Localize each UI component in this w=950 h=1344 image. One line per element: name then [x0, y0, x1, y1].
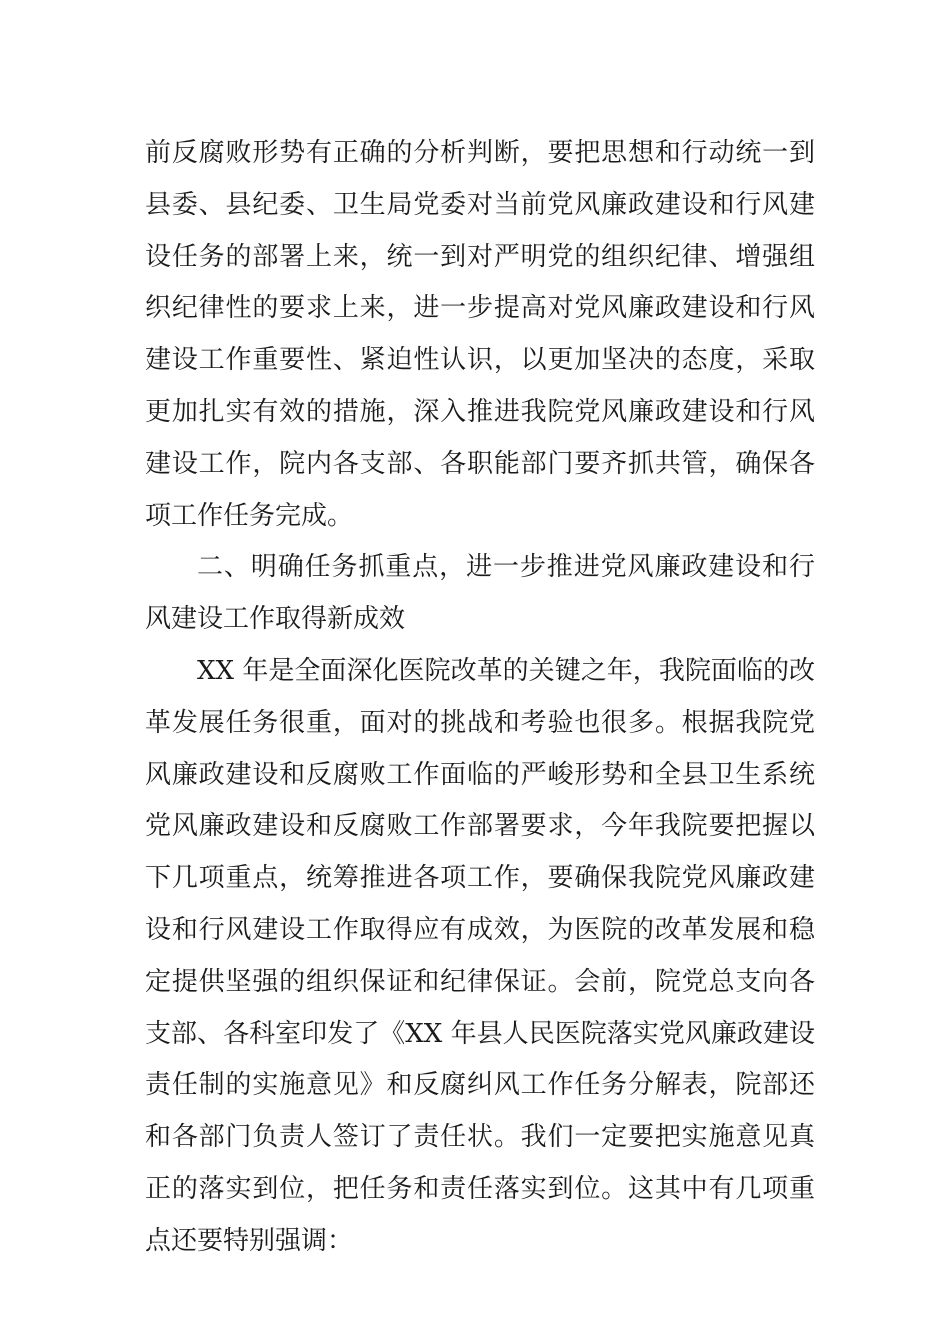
text-line: 项工作任务完成。: [145, 500, 354, 531]
text-line: 建设工作重要性、紧迫性认识，以更加坚决的态度，采取: [145, 345, 815, 376]
text-line: 更加扎实有效的措施，深入推进我院党风廉政建设和行风: [145, 396, 815, 427]
text-line: 定提供坚强的组织保证和纪律保证。会前，院党总支向各: [145, 966, 815, 997]
heading-line: 风建设工作取得新成效: [145, 604, 406, 635]
paragraph-body: [145, 646, 815, 1268]
text-line: 县委、县纪委、卫生局党委对当前党风廉政建设和行风建: [145, 189, 815, 220]
section-heading: [145, 542, 815, 646]
text-line: 正的落实到位，把任务和责任落实到位。这其中有几项重: [145, 1173, 815, 1204]
text-line: 设和行风建设工作取得应有成效，为医院的改革发展和稳: [145, 914, 815, 945]
text-line: 建设工作，院内各支部、各职能部门要齐抓共管，确保各: [145, 448, 815, 479]
text-line: 革发展任务很重，面对的挑战和考验也很多。根据我院党: [145, 707, 815, 738]
text-line: 支部、各科室印发了《XX 年县人民医院落实党风廉政建设: [145, 1018, 815, 1049]
text-line: 织纪律性的要求上来，进一步提高对党风廉政建设和行风: [145, 293, 815, 324]
text-line: 前反腐败形势有正确的分析判断，要把思想和行动统一到: [145, 138, 815, 168]
text-line: 下几项重点，统筹推进各项工作，要确保我院党风廉政建: [145, 863, 815, 894]
text-line: 责任制的实施意见》和反腐纠风工作任务分解表，院部还: [145, 1070, 815, 1101]
heading-line: 二、明确任务抓重点，进一步推进党风廉政建设和行: [197, 552, 815, 583]
text-line: 设任务的部署上来，统一到对严明党的组织纪律、增强组: [145, 241, 815, 272]
document-body: [145, 128, 815, 1268]
text-line: 点还要特别强调：: [145, 1225, 354, 1256]
text-line: 党风廉政建设和反腐败工作部署要求，今年我院要把握以: [145, 811, 815, 842]
paragraph-continuation: [145, 128, 815, 542]
text-line: 风廉政建设和反腐败工作面临的严峻形势和全县卫生系统: [145, 759, 815, 790]
text-line: XX 年是全面深化医院改革的关键之年，我院面临的改: [197, 655, 815, 686]
text-line: 和各部门负责人签订了责任状。我们一定要把实施意见真: [145, 1122, 815, 1153]
